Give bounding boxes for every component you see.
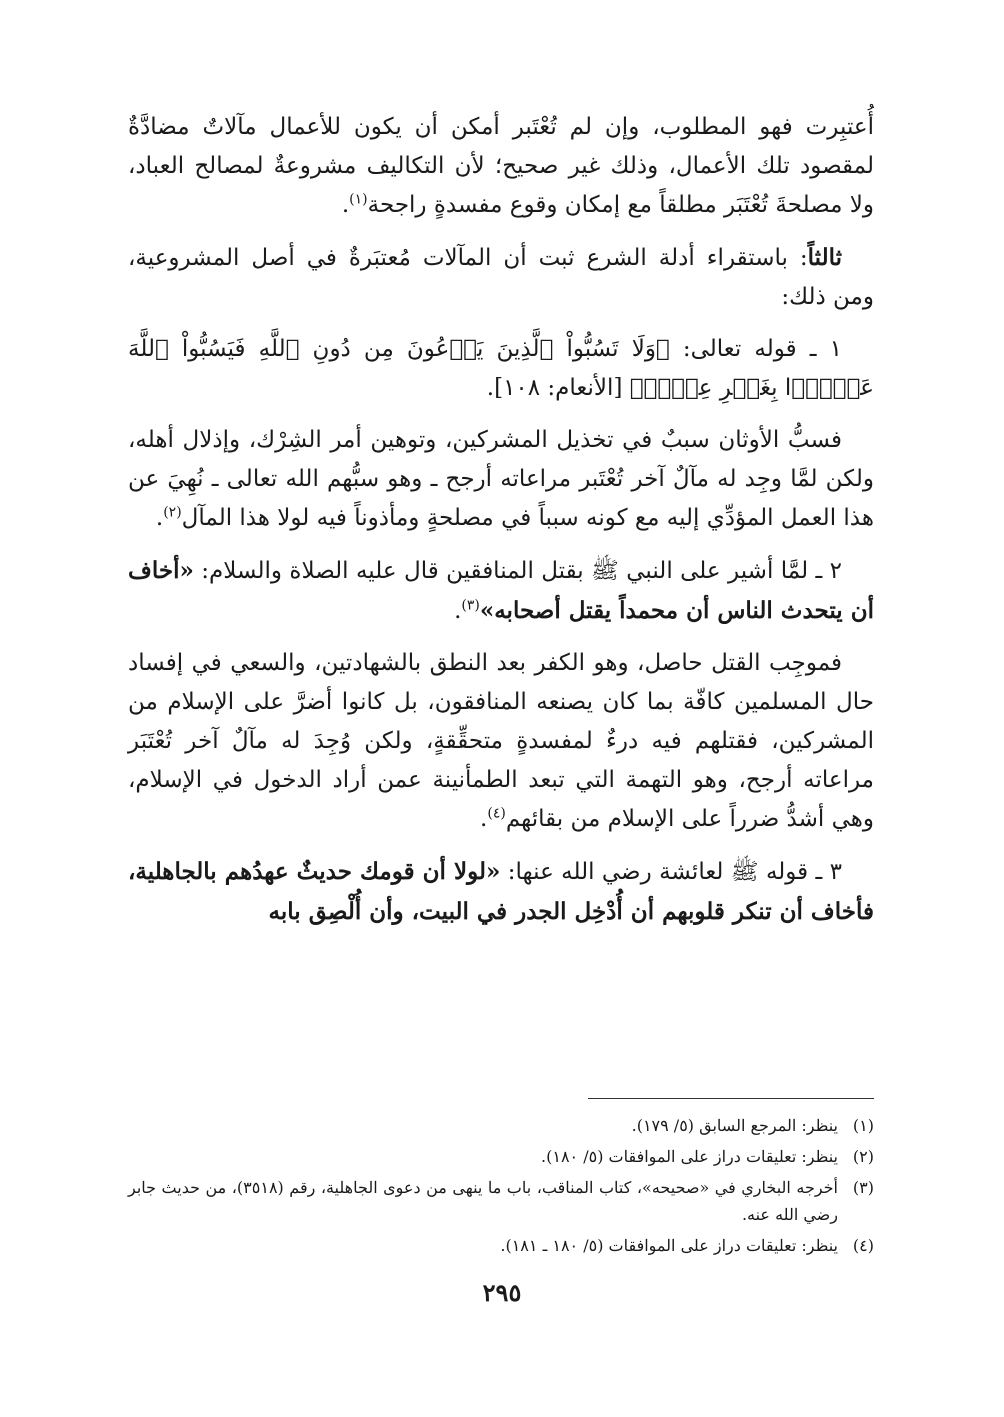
paragraph-5-end: .	[454, 598, 462, 624]
main-text	[128, 108, 874, 945]
paragraph-4-end: .	[155, 505, 164, 531]
footnote-number: (٤)	[852, 1236, 874, 1255]
footnote-item	[128, 1174, 874, 1228]
paragraph-1	[128, 108, 874, 225]
page-number: ٢٩٥	[482, 1278, 522, 1307]
paragraph-1-end: .	[341, 192, 350, 218]
footnote-ref-2[interactable]: (٢)	[163, 504, 182, 521]
footnote-number: (١)	[852, 1116, 874, 1135]
paragraph-3-verse	[128, 330, 874, 408]
hadith-quote-1: «أخاف أن يتحدث الناس أن محمداً يقتل أصحابه»	[128, 557, 874, 624]
paragraph-6-end: .	[480, 806, 488, 832]
paragraph-2-label: ثالثاً	[807, 244, 842, 271]
footnote-text: أخرجه البخاري في «صحيحه»، كتاب المناقب، باب ما ينهى من دعوى الجاهلية، رقم (٣٥١٨)، من حديث جابر رضي الله عنه.	[128, 1178, 838, 1224]
footnote-number: (٣)	[852, 1178, 874, 1197]
footnote-item	[128, 1232, 874, 1259]
footnote-divider	[588, 1098, 874, 1099]
paragraph-2-text: : باستقراء أدلة الشرع ثبت أن المآلات مُعتبَرةٌ في أصل المشروعية، ومن ذلك:	[128, 245, 874, 310]
footnote-number: (٢)	[852, 1147, 874, 1166]
paragraph-6	[128, 644, 874, 839]
footnote-ref-4[interactable]: (٤)	[487, 805, 506, 822]
footnote-item	[128, 1143, 874, 1170]
paragraph-5-text: ٢ ـ لمَّا أشير على النبي ﷺ بقتل المنافقين قال عليه الصلاة والسلام:	[201, 558, 843, 584]
hadith-quote-2: «لولا أن قومك حديثٌ عهدُهم بالجاهلية، فأخاف أن تنكر قلوبهم أن أُدْخِل الجدر في البيت، وأن أُلْصِق بابه	[128, 858, 874, 925]
paragraph-6-text: فموجِب القتل حاصل، وهو الكفر بعد النطق بالشهادتين، والسعي في إفساد حال المسلمين كافّة بما كان يصنعه المنافقون، بل كانوا أضرَّ على الإسلام من المشركين، فقتلهم فيه درءٌ لمفسدةٍ متحقِّقةٍ، ولكن وُجِدَ له مآلٌ آخر تُعْتَبَر مراعاته أرجح، وهو التهمة التي تبعد الطمأنينة عمن أراد الدخول في الإسلام، وهي أشدُّ ضرراً على الإسلام من بقائهم	[128, 650, 874, 832]
paragraph-2	[128, 238, 874, 317]
verse-text: ١ ـ قوله تعالى: ﴿وَلَا تَسُبُّواْ ٱلَّذِينَ يَدۡعُونَ مِن دُونِ ٱللَّهِ فَيَسُبُّواْ ٱللَّهَ عَدۡوَۢا بِغَيۡرِ عِلۡمٖ﴾ [الأنعام: ١٠٨].	[128, 336, 874, 401]
paragraph-5	[128, 551, 874, 631]
paragraph-1-text: أُعتبِرت فهو المطلوب، وإن لم تُعْتَبر أمكن أن يكون للأعمال مآلاتٌ مضادَّةٌ لمقصود تلك الأعمال، وذلك غير صحيح؛ لأن التكاليف مشروعةٌ لمصالح العباد، ولا مصلحةَ تُعْتَبَر مطلقاً مع إمكان وقوع مفسدةٍ راجحة	[128, 114, 874, 218]
footnote-ref-3[interactable]: (٣)	[461, 597, 480, 614]
paragraph-7	[128, 852, 874, 932]
footnote-ref-1[interactable]: (١)	[349, 191, 368, 208]
footnote-text: ينظر: تعليقات دراز على الموافقات (٥/ ١٨٠ ـ ١٨١).	[500, 1236, 838, 1255]
paragraph-4-text: فسبُّ الأوثان سببٌ في تخذيل المشركين، وتوهين أمر الشِرْك، وإذلال أهله، ولكن لمَّا وجِد له مآلٌ آخر تُعْتَبر مراعاته أرجح ـ وهو سبُّهم الله تعالى ـ نُهِيَ عن هذا العمل المؤدِّي إليه مع كونه سبباً في مصلحةٍ ومأذوناً فيه لولا هذا المآل	[128, 427, 874, 531]
paragraph-4	[128, 421, 874, 538]
footnote-item	[128, 1112, 874, 1139]
footnote-text: ينظر: تعليقات دراز على الموافقات (٥/ ١٨٠).	[541, 1147, 838, 1166]
footnotes	[128, 1112, 874, 1263]
paragraph-7-text: ٣ ـ قوله ﷺ لعائشة رضي الله عنها:	[507, 859, 843, 885]
footnote-text: ينظر: المرجع السابق (٥/ ١٧٩).	[631, 1116, 838, 1135]
